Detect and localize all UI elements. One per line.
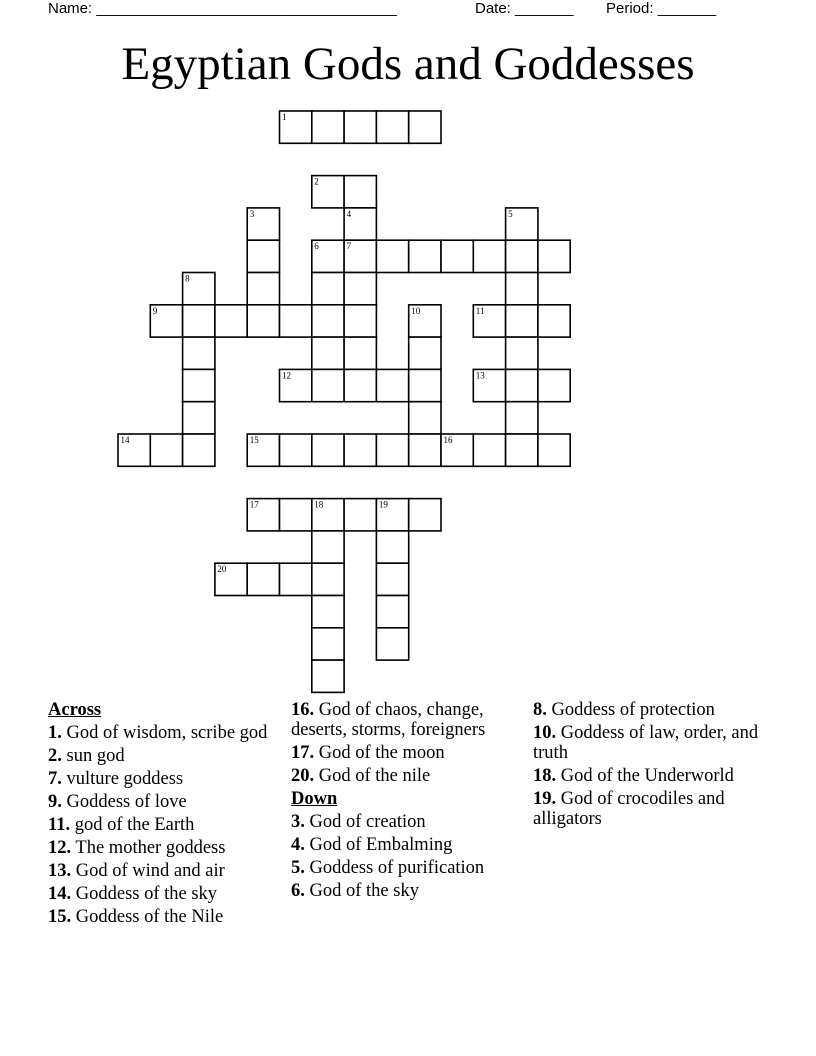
clue-across-16: 16. God of chaos, change, deserts, storms, foreigners [291,700,486,740]
cell-number: 13 [475,370,485,381]
clue-across-1: 1. God of wisdom, scribe god [48,723,268,743]
grid-cell[interactable] [215,305,247,337]
grid-cell[interactable] [538,434,570,466]
grid-cell[interactable] [344,434,376,466]
grid-cell[interactable] [312,596,344,628]
clue-column-3 [533,700,768,832]
grid-cell[interactable] [344,337,376,369]
grid-cell[interactable] [312,369,344,401]
period-field[interactable]: Period: _______ [606,0,717,17]
grid-cell[interactable] [183,402,215,434]
clue-across-7: 7. vulture goddess [48,769,184,789]
clue-across-11: 11. god of the Earth [48,815,195,835]
clue-down-3: 3. God of creation [291,812,426,832]
grid-cell[interactable] [312,337,344,369]
clue-down-10: 10. Goddess of law, order, and truth [533,723,759,763]
clue-across-13: 13. God of wind and air [48,861,225,881]
cell-number: 14 [120,435,130,445]
cell-number: 6 [314,241,319,252]
cell-number: 17 [249,499,259,510]
grid-cell[interactable] [409,111,441,143]
cell-number: 5 [508,208,513,219]
grid-cell[interactable] [376,531,408,563]
grid-cell[interactable] [441,240,473,272]
grid-cell[interactable] [280,499,312,531]
grid-cell[interactable] [376,240,408,272]
grid-cell[interactable] [312,434,344,466]
grid-cell[interactable] [409,337,441,369]
grid-cell[interactable] [312,660,344,692]
clue-across-14: 14. Goddess of the sky [48,884,218,904]
clue-across-20: 20. God of the nile [291,766,431,786]
grid-cell[interactable] [312,628,344,660]
grid-cell[interactable] [376,369,408,401]
across-heading: Across [48,700,102,720]
clue-down-5: 5. Goddess of purification [291,858,485,878]
clue-across-17: 17. God of the moon [291,743,445,763]
grid-cell[interactable] [376,596,408,628]
grid-cell[interactable] [376,563,408,595]
date-field[interactable]: Date: _______ [475,0,574,17]
clue-across-12: 12. The mother goddess [48,838,226,858]
cell-number: 2 [314,176,319,187]
cell-number: 9 [152,305,158,316]
cell-number: 4 [346,208,352,219]
grid-cell[interactable] [344,499,376,531]
grid-cell[interactable] [247,305,279,337]
grid-cell[interactable] [409,369,441,401]
cell-number: 18 [314,499,324,510]
grid-cell[interactable] [312,531,344,563]
cell-number: 15 [249,435,259,445]
clue-down-4: 4. God of Embalming [291,835,453,855]
clue-down-8: 8. Goddess of protection [533,700,715,720]
cell-number: 20 [217,564,227,575]
grid-cell[interactable] [506,434,538,466]
grid-cell[interactable] [506,337,538,369]
grid-cell[interactable] [538,305,570,337]
clue-down-19: 19. God of crocodiles and alligators [533,789,725,829]
cell-number: 7 [346,241,352,252]
grid-cell[interactable] [538,369,570,401]
grid-cell[interactable] [183,305,215,337]
cell-number: 11 [475,305,485,316]
grid-cell[interactable] [409,434,441,466]
grid-cell[interactable] [376,434,408,466]
grid-cell[interactable] [183,434,215,466]
grid-cell[interactable] [280,434,312,466]
grid-cell[interactable] [344,369,376,401]
grid-cell[interactable] [150,434,182,466]
grid-cell[interactable] [247,563,279,595]
grid-cell[interactable] [247,273,279,305]
cell-number: 1 [282,112,287,122]
grid-cell[interactable] [409,499,441,531]
clue-across-2: 2. sun god [48,746,125,766]
page-title: Egyptian Gods and Goddesses [121,38,695,90]
name-field[interactable]: Name: ____________________________________ [48,0,397,17]
clue-across-15: 15. Goddess of the Nile [48,907,224,927]
grid-cell[interactable] [312,563,344,595]
grid-cell[interactable] [280,305,312,337]
grid-cell[interactable] [183,369,215,401]
cell-number: 12 [282,370,291,381]
grid-cell[interactable] [376,111,408,143]
cell-number: 8 [185,273,190,284]
grid-cell[interactable] [312,273,344,305]
clue-column-1 [48,700,278,930]
grid-cell[interactable] [506,240,538,272]
clue-down-18: 18. God of the Underworld [533,766,734,786]
grid-cell[interactable] [247,240,279,272]
grid-cell[interactable] [183,337,215,369]
grid-cell[interactable] [506,402,538,434]
clue-across-9: 9. Goddess of love [48,792,187,812]
grid-cell[interactable] [376,628,408,660]
grid-cell[interactable] [506,273,538,305]
grid-cell[interactable] [538,240,570,272]
grid-cell[interactable] [344,305,376,337]
grid-cell[interactable] [344,176,376,208]
cell-number: 16 [443,435,453,445]
grid-cell[interactable] [506,369,538,401]
down-heading: Down [291,789,338,809]
clue-column-2 [291,700,521,904]
cell-number: 3 [249,208,255,219]
grid-cell[interactable] [312,305,344,337]
grid-cell[interactable] [473,240,505,272]
grid-cell[interactable] [344,273,376,305]
grid-cell[interactable] [409,402,441,434]
grid-cell[interactable] [473,434,505,466]
grid-cell[interactable] [280,563,312,595]
grid-cell[interactable] [312,111,344,143]
cell-number: 19 [378,499,388,510]
grid-cell[interactable] [409,240,441,272]
cell-number: 10 [411,305,421,316]
grid-cell[interactable] [506,305,538,337]
clue-down-6: 6. God of the sky [291,881,419,901]
grid-cell[interactable] [344,111,376,143]
